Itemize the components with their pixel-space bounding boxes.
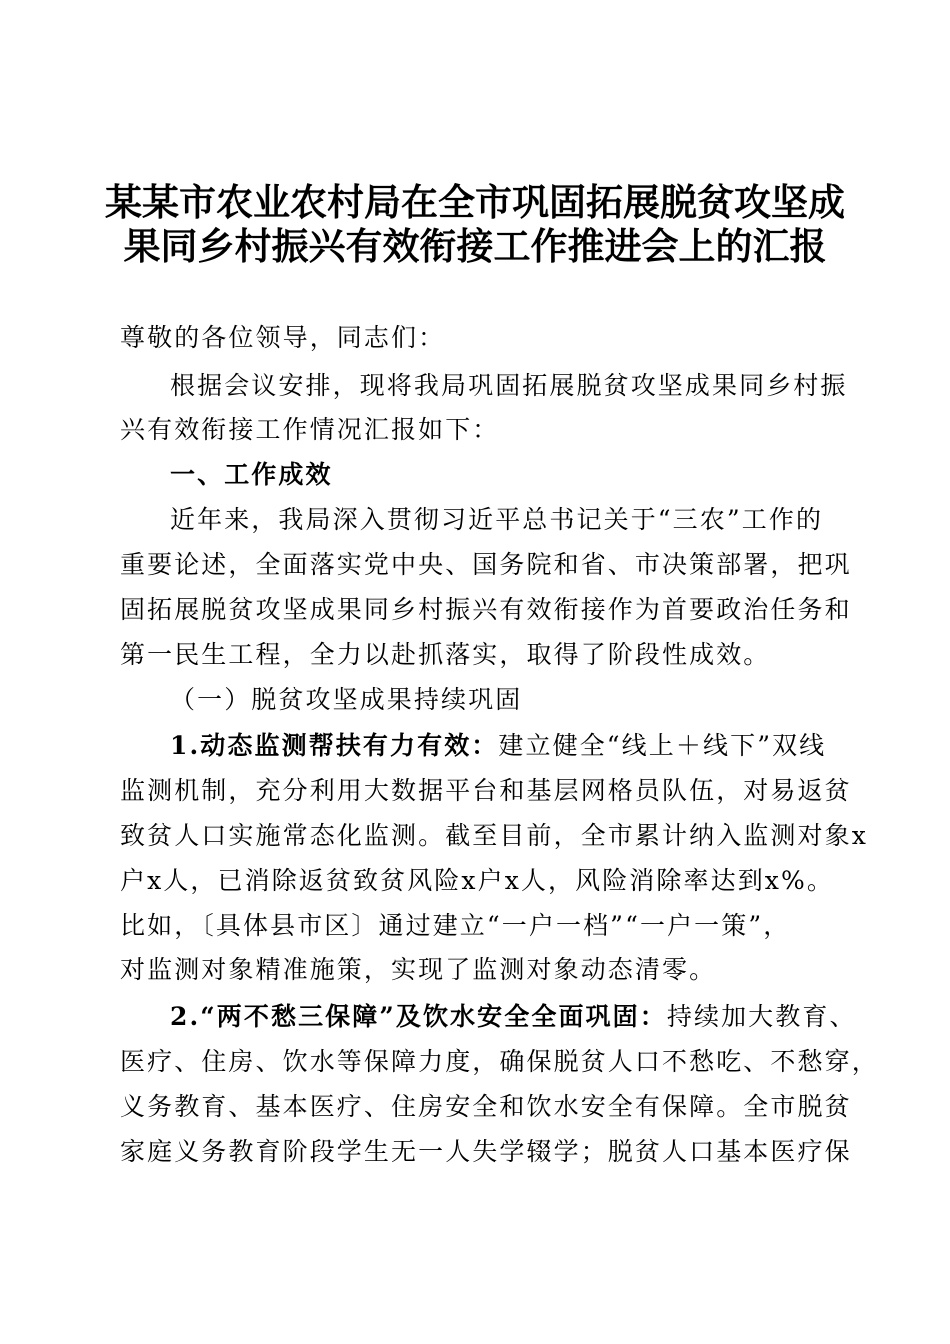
item-1-line-3: 致贫人口实施常态化监测。截至目前，全市累计纳入监测对象x xyxy=(120,821,868,850)
section-paragraph-line-2: 重要论述，全面落实党中央、国务院和省、市决策部署，把巩 xyxy=(120,550,852,579)
item-1-line-2: 监测机制，充分利用大数据平台和基层网格员队伍，对易返贫 xyxy=(120,776,852,805)
item-2-line-4: 家庭义务教育阶段学生无一人失学辍学；脱贫人口基本医疗保 xyxy=(120,1137,852,1166)
item-2-line-3: 义务教育、基本医疗、住房安全和饮水安全有保障。全市脱贫 xyxy=(120,1092,852,1121)
section-paragraph-line-3: 固拓展脱贫攻坚成果同乡村振兴有效衔接作为首要政治任务和 xyxy=(120,595,852,624)
item-2-line-1-text: 持续加大教育、 xyxy=(666,1002,857,1031)
item-2-label: 2.“两不愁三保障”及饮水安全全面巩固： xyxy=(170,1002,667,1031)
item-2-line-1 xyxy=(170,997,857,1037)
salutation: 尊敬的各位领导，同志们： xyxy=(120,323,446,352)
item-1-line-1-text: 建立健全“线上＋线下”双线 xyxy=(498,731,827,760)
intro-line-1: 根据会议安排，现将我局巩固拓展脱贫攻坚成果同乡村振 xyxy=(170,371,848,400)
item-1-label: 1.动态监测帮扶有力有效： xyxy=(170,731,499,760)
item-2-line-2: 医疗、住房、饮水等保障力度，确保脱贫人口不愁吃、不愁穿， xyxy=(120,1047,879,1076)
item-1-line-1 xyxy=(170,726,826,766)
item-1-line-4: 户x人，已消除返贫致贫风险x户x人，风险消除率达到x%。 xyxy=(120,866,834,895)
intro-line-2: 兴有效衔接工作情况汇报如下： xyxy=(120,415,500,444)
document-title-line-1: 某某市农业农村局在全市巩固拓展脱贫攻坚成 xyxy=(105,180,845,224)
subsection-heading: （一）脱贫攻坚成果持续巩固 xyxy=(170,685,523,714)
item-1-line-5: 比如，〔具体县市区〕通过建立“一户一档”“一户一策”， xyxy=(120,911,791,940)
section-heading: 一、工作成效 xyxy=(170,460,333,489)
document-title-line-2: 果同乡村振兴有效衔接工作推进会上的汇报 xyxy=(123,224,827,268)
section-paragraph-line-4: 第一民生工程，全力以赴抓落实，取得了阶段性成效。 xyxy=(120,640,771,669)
item-1-line-6: 对监测对象精准施策，实现了监测对象动态清零。 xyxy=(120,955,717,984)
section-paragraph-line-1: 近年来，我局深入贯彻习近平总书记关于“三农”工作的 xyxy=(170,505,824,534)
